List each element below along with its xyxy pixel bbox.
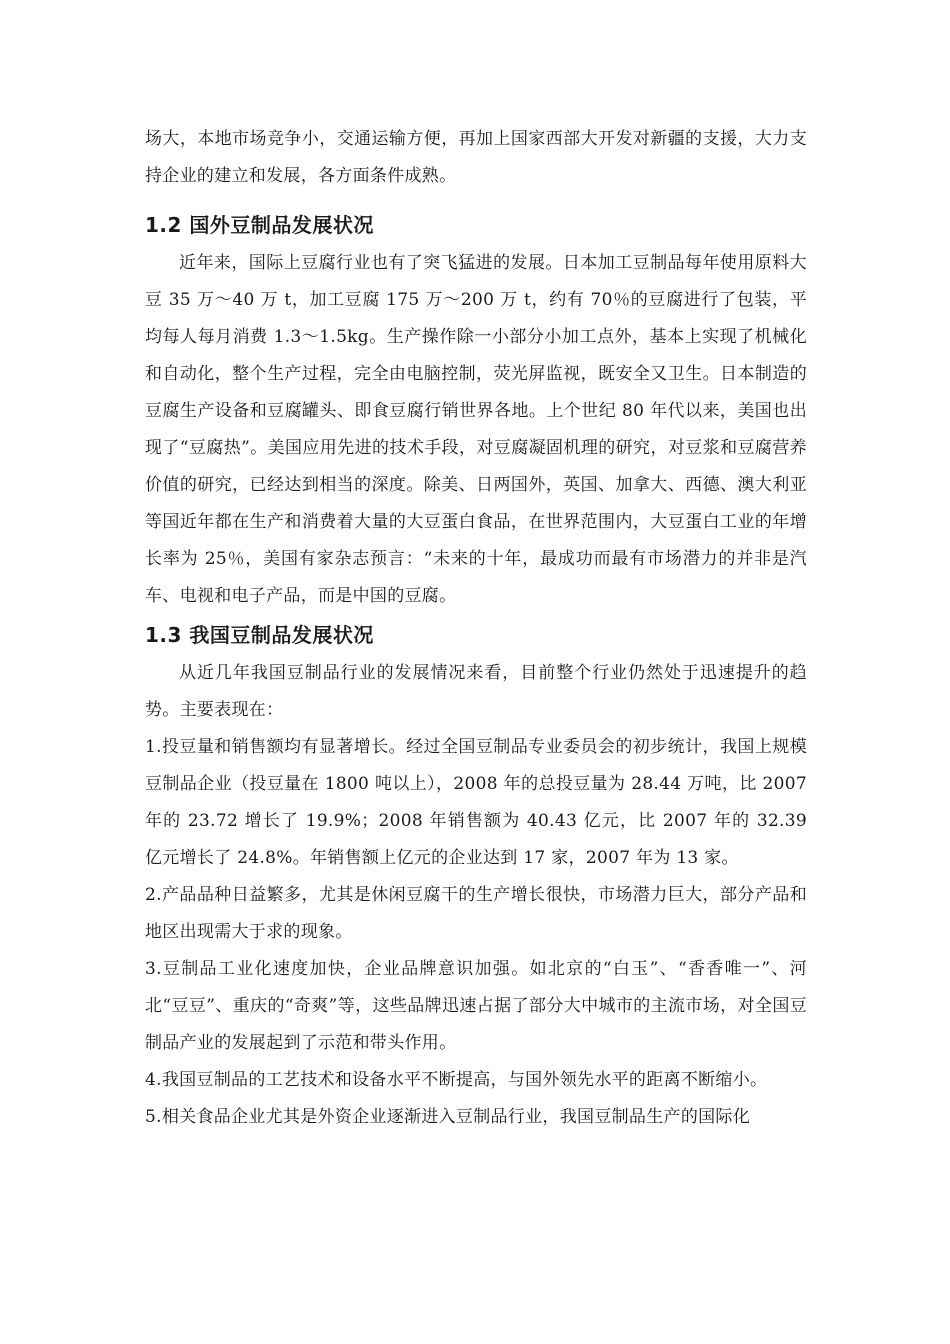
document-page (145, 121, 807, 1136)
list-item-1: 1.投豆量和销售额均有显著增长。经过全国豆制品专业委员会的初步统计，我国上规模豆制品企业（投豆量在 1800 吨以上），2008 年的总投豆量为 28.44 万吨，比 2007 年的 23.72 增长了 19.9%；2008 年销售额为 40.43 亿元，比 2007 年的 32.39 亿元增长了 24.8%。年销售额上亿元的企业达到 17 家，2007 年为 13 家。 (145, 737, 807, 868)
section-1-2-paragraph: 近年来，国际上豆腐行业也有了突飞猛进的发展。日本加工豆制品每年使用原料大豆 35 万～40 万 t，加工豆腐 175 万～200 万 t，约有 70％的豆腐进行了包装，平均每人每月消费 1.3～1.5kg。生产操作除一小部分小加工点外，基本上实现了机械化和自动化，整个生产过程，完全由电脑控制，荧光屏监视，既安全又卫生。日本制造的豆腐生产设备和豆腐罐头、即食豆腐行销世界各地。上个世纪 80 年代以来，美国也出现了“豆腐热”。美国应用先进的技术手段，对豆腐凝固机理的研究，对豆浆和豆腐营养价值的研究，已经达到相当的深度。除美、日两国外，英国、加拿大、西德、澳大利亚等国近年都在生产和消费着大量的大豆蛋白食品，在世界范围内，大豆蛋白工业的年增长率为 25％，美国有家杂志预言：“未来的十年，最成功而最有市场潜力的并非是汽车、电视和电子产品，而是中国的豆腐。 (145, 253, 807, 606)
intro-paragraph: 场大，本地市场竞争小，交通运输方便，再加上国家西部大开发对新疆的支援，大力支持企业的建立和发展，各方面条件成熟。 (145, 129, 807, 186)
list-item-5: 5.相关食品企业尤其是外资企业逐渐进入豆制品行业，我国豆制品生产的国际化 (145, 1107, 751, 1127)
list-item-4: 4.我国豆制品的工艺技术和设备水平不断提高，与国外领先水平的距离不断缩小。 (145, 1070, 768, 1090)
list-item-3: 3.豆制品工业化速度加快，企业品牌意识加强。如北京的“白玉”、“香香唯一”、河北“豆豆”、重庆的“奇爽”等，这些品牌迅速占据了部分大中城市的主流市场，对全国豆制品产业的发展起到了示范和带头作用。 (145, 959, 807, 1053)
section-heading-1-3: 1.3 我国豆制品发展状况 (145, 623, 374, 647)
section-heading-1-2: 1.2 国外豆制品发展状况 (145, 213, 374, 237)
list-item-2: 2.产品品种日益繁多，尤其是休闲豆腐干的生产增长很快，市场潜力巨大，部分产品和地区出现需大于求的现象。 (145, 885, 807, 942)
section-1-3-intro: 从近几年我国豆制品行业的发展情况来看，目前整个行业仍然处于迅速提升的趋势。主要表现在： (145, 663, 807, 720)
